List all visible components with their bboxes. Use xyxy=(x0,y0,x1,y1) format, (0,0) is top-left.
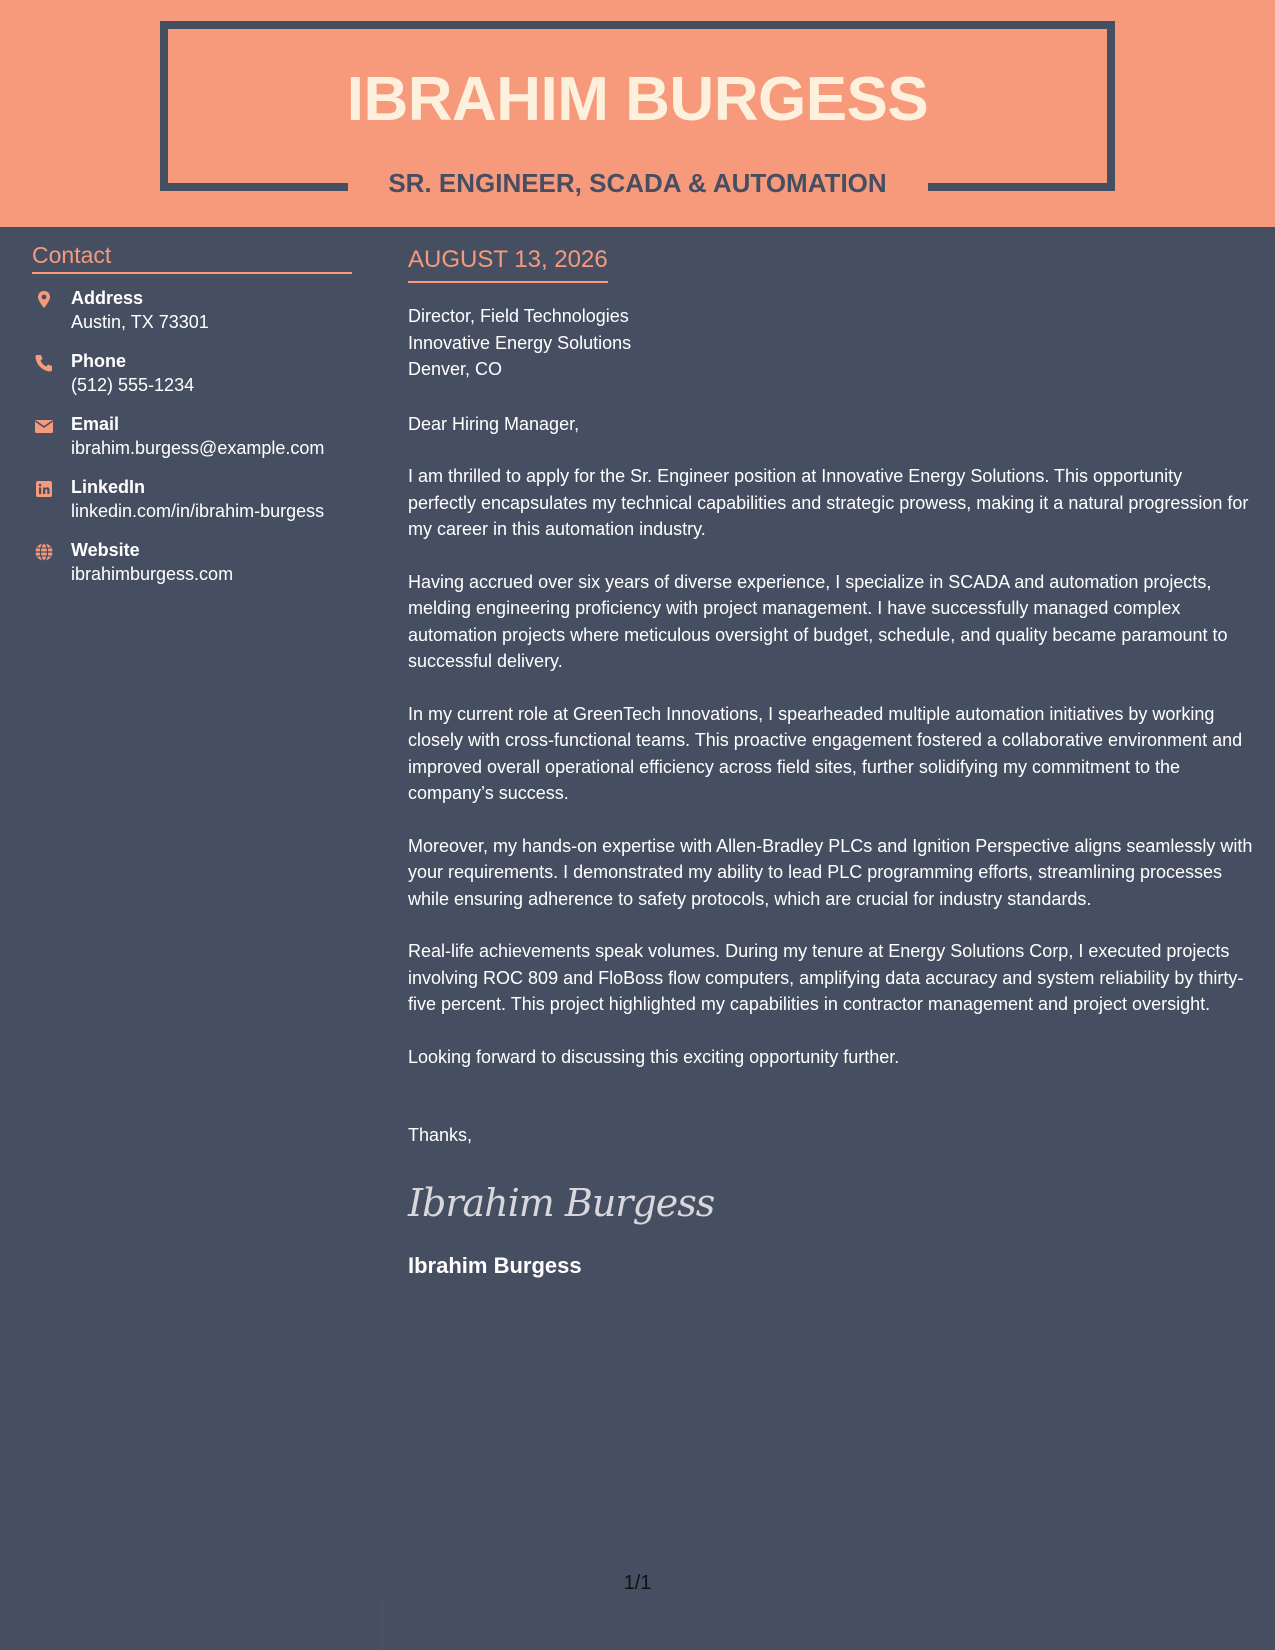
contact-label: Address xyxy=(71,288,144,308)
handwritten-signature: Ibrahim Burgess xyxy=(408,1180,715,1225)
contact-label: LinkedIn xyxy=(71,477,146,497)
contact-website xyxy=(32,538,352,601)
letter-date: AUGUST 13, 2026 xyxy=(408,246,608,273)
globe-icon xyxy=(34,542,54,562)
applicant-name: IBRAHIM BURGESS xyxy=(346,65,929,134)
contact-value: ibrahim.burgess@example.com xyxy=(71,438,325,458)
contact-label: Phone xyxy=(71,351,127,371)
recipient-company: Innovative Energy Solutions xyxy=(408,332,632,353)
contact-value: linkedin.com/in/ibrahim-burgess xyxy=(71,501,325,521)
contact-value: (512) 555-1234 xyxy=(71,375,195,395)
contact-email xyxy=(32,412,352,475)
map-pin-icon xyxy=(34,290,54,310)
header-banner xyxy=(0,0,1275,227)
phone-icon xyxy=(34,353,54,373)
letter-paragraph: In my current role at GreenTech Innovations, I spearheaded multiple automation initiatives by working closely with cross-functional teams. This proactive engagement fostered a collaborative environment and improved overall operational efficiency across field sites, further solidifying my commitment to the company’s success. xyxy=(408,703,1243,803)
applicant-role: SR. ENGINEER, SCADA & AUTOMATION xyxy=(388,168,887,198)
header-frame xyxy=(160,21,1115,29)
letter-paragraph: Real-life achievements speak volumes. During my tenure at Energy Solutions Corp, I executed projects involving ROC 809 and FloBoss flow computers, amplifying data accuracy and system reliability by thirty-five percent. This project highlighted my capabilities in contractor management and project oversight. xyxy=(408,941,1244,1014)
contact-label: Email xyxy=(71,414,120,434)
divider xyxy=(382,1600,383,1650)
contact-sidebar xyxy=(32,240,352,601)
letter-paragraph: Moreover, my hands-on expertise with Allen-Bradley PLCs and Ignition Perspective aligns seamlessly with your requirements. I demonstrated my ability to lead PLC programming efforts, streamlining processes while ensuring adherence to safety protocols, which are crucial for industry standards. xyxy=(408,835,1253,909)
letter-paragraph: I am thrilled to apply for the Sr. Engineer position at Innovative Energy Solutions. This opportunity perfectly encapsulates my technical capabilities and strategic prowess, making it a natural progression for my career in this automation industry. xyxy=(408,466,1249,539)
date-block xyxy=(408,244,608,283)
contact-label: Website xyxy=(71,540,140,560)
envelope-icon xyxy=(34,416,54,436)
recipient-title: Director, Field Technologies xyxy=(408,306,629,326)
contact-address xyxy=(32,286,352,349)
contact-heading: Contact xyxy=(32,240,352,274)
contact-phone xyxy=(32,349,352,412)
contact-value: ibrahimburgess.com xyxy=(71,564,234,584)
contact-linkedin xyxy=(32,475,352,538)
closing: Thanks, xyxy=(408,1125,473,1145)
contact-value: Austin, TX 73301 xyxy=(71,312,209,332)
letter-paragraph: Having accrued over six years of diverse experience, I specialize in SCADA and automation projects, melding engineering proficiency with project management. I have successfully managed complex automation projects where meticulous oversight of budget, schedule, and quality became paramount to successful delivery. xyxy=(408,571,1228,671)
page-number: 1/1 xyxy=(623,1572,652,1594)
salutation: Dear Hiring Manager, xyxy=(408,413,580,434)
letter-paragraph: Looking forward to discussing this exciting opportunity further. xyxy=(408,1046,900,1067)
letter-body xyxy=(408,244,1254,1281)
recipient-block xyxy=(408,303,1254,383)
recipient-location: Denver, CO xyxy=(408,359,503,379)
signed-name: Ibrahim Burgess xyxy=(408,1252,582,1278)
linkedin-icon xyxy=(34,479,54,499)
